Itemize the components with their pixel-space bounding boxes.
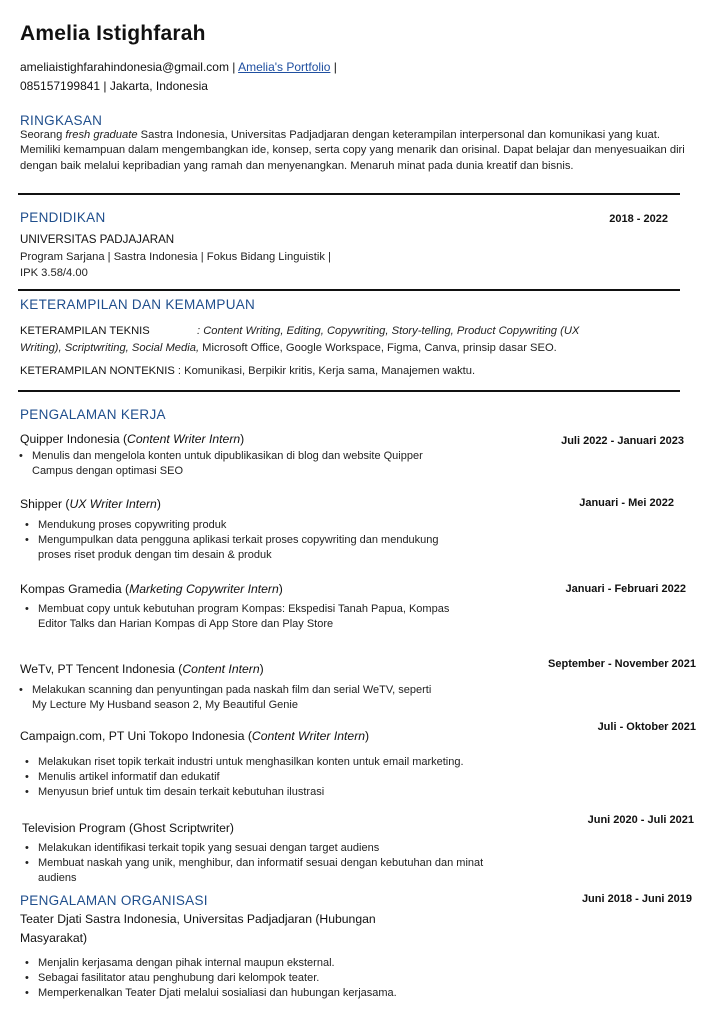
- separator: |: [330, 60, 337, 74]
- org-bullets: [20, 956, 540, 1002]
- list-item: • Melakukan identifikasi terkait topik yang sesuai dengan target audiens: [20, 841, 520, 856]
- job-title: Television Program (Ghost Scriptwriter): [22, 821, 234, 835]
- list-item: • Membuat naskah yang unik, menghibur, dan informatif sesuai dengan kebutuhan dan minat audiens: [20, 856, 520, 886]
- skill-teknis-line-2: Writing), Scriptwriting, Social Media, Microsoft Office, Google Workspace, Figma, Canva, prinsip dasar SEO.: [20, 342, 557, 354]
- list-item: • Mengumpulkan data pengguna aplikasi terkait proses copywriting dan mendukung proses riset produk dengan tim desain & produk: [20, 533, 450, 563]
- section-heading-pengalaman-kerja: PENGALAMAN KERJA: [20, 407, 166, 422]
- job-bullets: [20, 518, 450, 564]
- job-date: Januari - Mei 2022: [579, 497, 674, 509]
- list-item: • Menjalin kerjasama dengan pihak internal maupun eksternal.: [20, 956, 540, 971]
- list-item: • Melakukan scanning dan penyuntingan pada naskah film dan serial WeTV, seperti My Lecture My Husband season 2, My Beautiful Genie: [14, 683, 434, 713]
- job-date: Januari - Februari 2022: [565, 583, 686, 595]
- job-bullets: [20, 755, 580, 801]
- divider: [18, 390, 680, 392]
- divider: [18, 289, 680, 291]
- job-title: Campaign.com, PT Uni Tokopo Indonesia (Content Writer Intern): [20, 729, 370, 743]
- list-item: • Memperkenalkan Teater Djati melalui sosialiasi dan hubungan kerjasama.: [20, 986, 540, 1001]
- section-heading-organisasi: PENGALAMAN ORGANISASI: [20, 893, 208, 908]
- list-item: • Mendukung proses copywriting produk: [20, 518, 450, 533]
- section-heading-ringkasan: RINGKASAN: [20, 113, 103, 128]
- org-title-line-2: Masyarakat): [20, 931, 88, 945]
- phone-text: 085157199841: [20, 79, 101, 93]
- job-bullets: [14, 449, 424, 479]
- list-item: • Menyusun brief untuk tim desain terkait kebutuhan ilustrasi: [20, 785, 580, 800]
- separator: |: [228, 60, 239, 74]
- job-bullets: [14, 683, 434, 713]
- job-title: Kompas Gramedia (Marketing Copywriter Intern): [20, 582, 283, 596]
- job-date: Juli 2022 - Januari 2023: [561, 435, 684, 447]
- candidate-name: Amelia Istighfarah: [20, 22, 206, 45]
- job-date: Juli - Oktober 2021: [597, 721, 696, 733]
- education-date: 2018 - 2022: [609, 213, 668, 225]
- org-date: Juni 2018 - Juni 2019: [581, 893, 692, 905]
- contact-line-1: [20, 60, 337, 74]
- job-title: Shipper (UX Writer Intern): [20, 497, 161, 511]
- section-heading-pendidikan: PENDIDIKAN: [20, 210, 106, 225]
- school-name: UNIVERSITAS PADJAJARAN: [20, 233, 175, 246]
- city-text: | Jakarta, Indonesia: [100, 79, 208, 93]
- program-text: Program Sarjana | Sastra Indonesia | Fokus Bidang Linguistik |: [20, 251, 331, 263]
- contact-line-2: [20, 79, 208, 93]
- org-title-line-1: Teater Djati Sastra Indonesia, Universitas Padjadjaran (Hubungan: [20, 912, 376, 926]
- skill-teknis-label: KETERAMPILAN TEKNIS: [20, 325, 150, 337]
- skill-nonteknis: KETERAMPILAN NONTEKNIS : Komunikasi, Berpikir kritis, Kerja sama, Manajemen waktu.: [20, 365, 476, 377]
- job-title: WeTv, PT Tencent Indonesia (Content Intern): [20, 662, 264, 676]
- ipk-text: IPK 3.58/4.00: [20, 267, 88, 279]
- section-heading-keterampilan: KETERAMPILAN DAN KEMAMPUAN: [20, 297, 256, 312]
- list-item: • Sebagai fasilitator atau penghubung dari kelompok teater.: [20, 971, 540, 986]
- job-bullets: [20, 841, 520, 887]
- list-item: • Menulis artikel informatif dan edukatif: [20, 770, 580, 785]
- summary-paragraph: Seorang fresh graduate Sastra Indonesia, Universitas Padjadjaran dengan keterampilan interpersonal dan komunikasi yang kuat. Memiliki kemampuan dalam mengembangkan ide, konsep, serta copy yang menarik dan orisinal. Dapat belajar dan menyesuaikan diri dengan baik melalui kepribadian yang ramah dan menyenangkan. Menaruh minat pada dunia kreatif dan bisnis.: [20, 129, 685, 172]
- list-item: • Membuat copy untuk kebutuhan program Kompas: Ekspedisi Tanah Papua, Kompas Editor Talks dan Harian Kompas di App Store dan Play Store: [20, 602, 450, 632]
- job-title: Quipper Indonesia (Content Writer Intern): [20, 432, 245, 446]
- portfolio-link[interactable]: Amelia's Portfolio: [238, 60, 331, 74]
- skill-teknis-line-1: : Content Writing, Editing, Copywriting, Story-telling, Product Copywriting (UX: [197, 325, 580, 337]
- job-bullets: [20, 602, 450, 632]
- list-item: • Menulis dan mengelola konten untuk dipublikasikan di blog dan website Quipper Campus dengan optimasi SEO: [14, 449, 424, 479]
- email-text[interactable]: ameliaistighfarahindonesia@gmail.com: [20, 60, 229, 74]
- job-date: Juni 2020 - Juli 2021: [587, 814, 694, 826]
- job-date: September - November 2021: [548, 658, 696, 670]
- divider: [18, 193, 680, 195]
- list-item: • Melakukan riset topik terkait industri untuk menghasilkan konten untuk email marketing.: [20, 755, 580, 770]
